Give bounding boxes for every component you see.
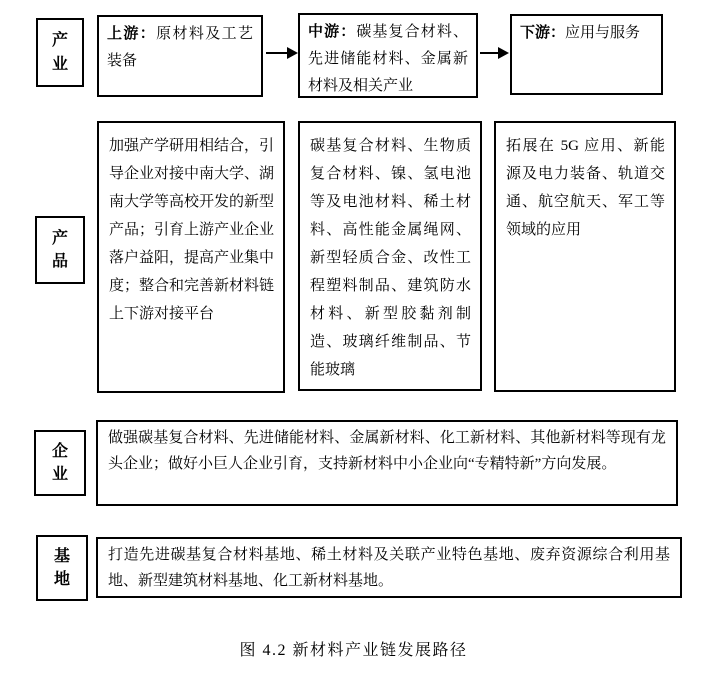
row-label-products bbox=[35, 216, 85, 284]
products-downstream-text: 拓展在 5G 应用、新能源及电力装备、轨道交通、航空航天、军工等领域的应用 bbox=[506, 138, 665, 238]
upstream-text: 原材料及工艺装备 bbox=[107, 26, 253, 69]
products-upstream-text: 加强产学研用相结合，引导企业对接中南大学、湖南大学等高校开发的新型产品；引育上游产业企业落户益阳，提高产业集中度；整合和完善新材料链上下游对接平台 bbox=[109, 138, 275, 322]
bases-text: 打造先进碳基复合材料基地、稀土材料及关联产业特色基地、废弃资源综合利用基地、新型建筑材料基地、化工新材料基地。 bbox=[108, 547, 670, 589]
row-label-bases bbox=[36, 535, 88, 601]
products-midstream-box bbox=[298, 121, 482, 391]
midstream-text: 碳基复合材料、先进储能材料、金属新材料及相关产业 bbox=[308, 24, 468, 94]
upstream-prefix: 上游： bbox=[107, 26, 157, 42]
products-midstream-text: 碳基复合材料、生物质复合材料、镍、氢电池等及电池材料、稀土材料、高性能金属绳网、新型轻质合金、改性工程塑料制品、建筑防水材料、新型胶黏剂制造、玻璃纤维制品、节能玻璃 bbox=[310, 138, 471, 378]
products-upstream-box bbox=[97, 121, 285, 393]
enterprises-text: 做强碳基复合材料、先进储能材料、金属新材料、化工新材料、其他新材料等现有龙头企业；做好小巨人企业引育，支持新材料中小企业向“专精特新”方向发展。 bbox=[108, 430, 666, 472]
enterprises-box bbox=[96, 420, 678, 506]
midstream-box bbox=[298, 13, 478, 98]
row-label-industry-text: 产业 bbox=[51, 32, 68, 73]
row-label-enterprises bbox=[34, 430, 86, 496]
upstream-box bbox=[97, 15, 263, 97]
figure-caption: 图 4.2 新材料产业链发展路径 bbox=[239, 642, 468, 659]
downstream-text: 应用与服务 bbox=[565, 25, 641, 41]
row-label-industry bbox=[36, 18, 84, 87]
row-label-enterprises-text: 企业 bbox=[51, 442, 68, 483]
arrow-midstream-to-downstream-icon bbox=[480, 52, 498, 54]
downstream-prefix: 下游： bbox=[520, 25, 566, 41]
row-label-bases-text: 基地 bbox=[53, 547, 70, 588]
arrow-upstream-to-midstream-icon bbox=[266, 52, 287, 54]
midstream-prefix: 中游： bbox=[308, 24, 357, 40]
row-label-products-text: 产品 bbox=[51, 229, 68, 270]
bases-box bbox=[96, 537, 682, 598]
downstream-box bbox=[510, 14, 663, 95]
products-downstream-box bbox=[494, 121, 676, 392]
